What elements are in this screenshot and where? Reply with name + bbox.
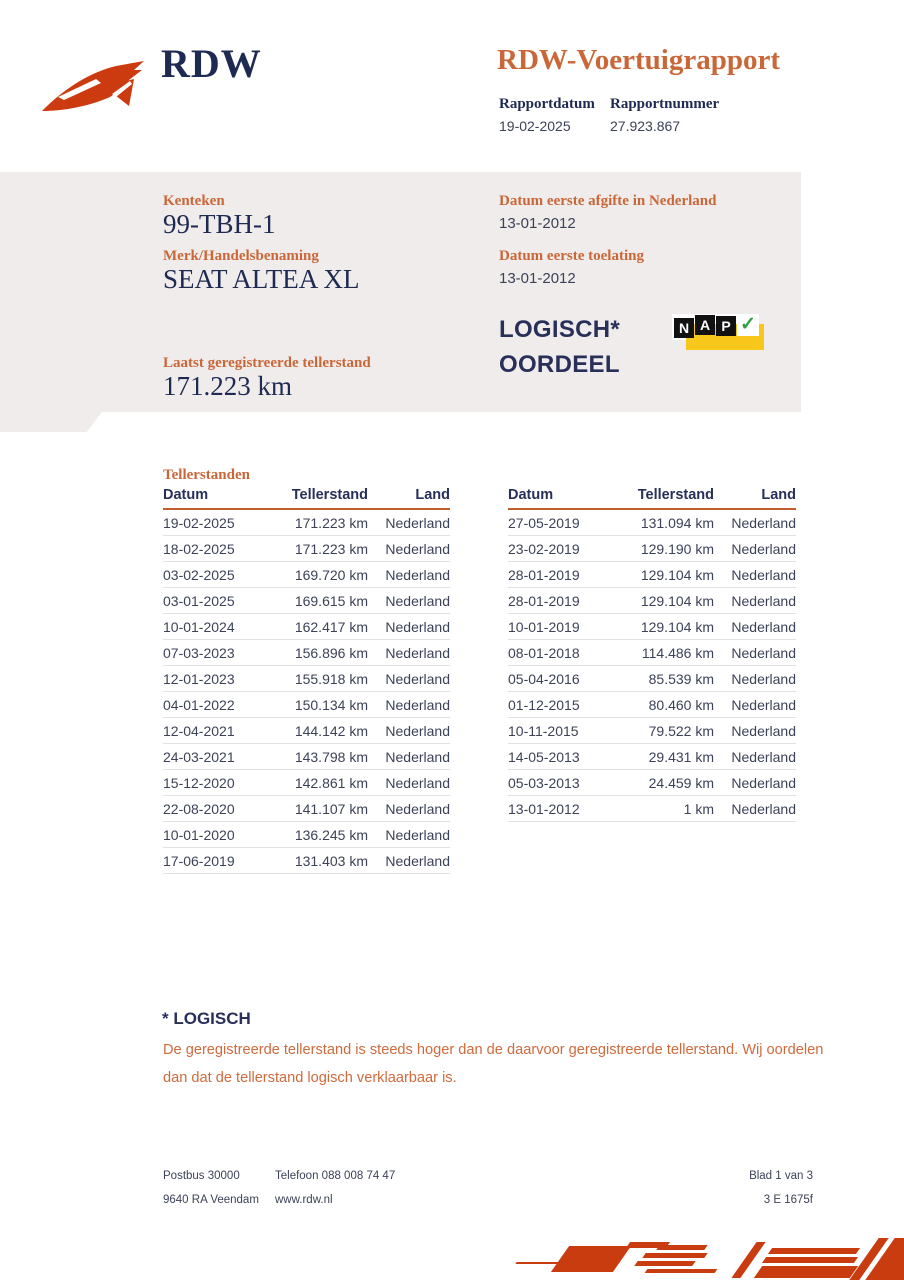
tellerstand-cell: 169.615 km <box>294 593 368 609</box>
datum-cell: 10-01-2019 <box>508 619 580 635</box>
land-cell: Nederland <box>731 619 796 635</box>
afgifte-label: Datum eerste afgifte in Nederland <box>499 193 717 209</box>
logisch-explanation-body: De geregistreerde tellerstand is steeds hoger dan de daarvoor geregistreerde tellerstand. Wij oordelen dan dat de tellerstand logisch verklaarbaar is. <box>163 1042 824 1086</box>
land-cell: Nederland <box>385 775 450 791</box>
land-cell: Nederland <box>385 567 450 583</box>
datum-column-header: Datum <box>508 487 629 509</box>
table-row <box>508 588 796 614</box>
table-row <box>163 509 450 536</box>
tellerstand-cell: 29.431 km <box>648 749 714 765</box>
page-title: RDW-Voertuigrapport <box>497 44 780 76</box>
table-header-row <box>163 487 450 509</box>
datum-cell: 15-12-2020 <box>163 775 235 791</box>
table-row <box>163 770 450 796</box>
table-row <box>163 588 450 614</box>
tellerstand-cell: 114.486 km <box>641 645 714 661</box>
table-row <box>508 640 796 666</box>
table-row <box>163 536 450 562</box>
kenteken-value: 99-TBH-1 <box>163 209 276 239</box>
datum-cell: 05-03-2013 <box>508 775 580 791</box>
datum-column-header: Datum <box>163 487 283 509</box>
nap-letter-n: N <box>674 318 694 338</box>
tellerstand-column-header: Tellerstand <box>629 487 714 509</box>
land-cell: Nederland <box>385 723 450 739</box>
land-cell: Nederland <box>385 827 450 843</box>
tellerstand-cell: 24.459 km <box>648 775 714 791</box>
table-header-row <box>508 487 796 509</box>
tellerstand-cell: 129.190 km <box>640 541 714 557</box>
datum-cell: 10-11-2015 <box>508 723 579 739</box>
tellerstand-cell: 169.720 km <box>294 567 368 583</box>
table-row <box>163 822 450 848</box>
datum-cell: 01-12-2015 <box>508 697 580 713</box>
table-row <box>163 666 450 692</box>
table-row <box>163 640 450 666</box>
datum-cell: 17-06-2019 <box>163 853 235 869</box>
datum-cell: 28-01-2019 <box>508 567 580 583</box>
land-cell: Nederland <box>731 567 796 583</box>
table-row <box>508 614 796 640</box>
table-row <box>163 614 450 640</box>
vehicle-summary-panel <box>0 172 801 412</box>
report-number-value: 27.923.867 <box>610 118 681 134</box>
tellerstand-cell: 156.896 km <box>294 645 368 661</box>
verdict-text <box>499 312 620 382</box>
datum-cell: 05-04-2016 <box>508 671 580 687</box>
table-row <box>163 848 450 874</box>
table-row <box>163 796 450 822</box>
rdw-wing-logo-icon <box>38 50 150 116</box>
datum-cell: 27-05-2019 <box>508 515 580 531</box>
speed-stripes-graphic <box>512 1232 904 1280</box>
nap-checkmark-icon: ✓ <box>737 314 759 336</box>
merk-label: Merk/Handelsbenaming <box>163 248 319 264</box>
table-row <box>508 796 796 822</box>
tellerstand-cell: 155.918 km <box>294 671 368 687</box>
land-cell: Nederland <box>385 593 450 609</box>
datum-cell: 04-01-2022 <box>163 697 235 713</box>
footer-form-code: 3 E 1675f <box>763 1194 813 1206</box>
nap-logo-icon <box>672 312 766 358</box>
tellerstand-cell: 171.223 km <box>294 515 368 531</box>
table-row <box>508 536 796 562</box>
footer-postbus: Postbus 30000 <box>163 1170 240 1182</box>
table-row <box>508 509 796 536</box>
tellerstand-label: Laatst geregistreerde tellerstand <box>163 355 371 371</box>
land-column-header: Land <box>714 487 796 509</box>
verdict-line1: LOGISCH* <box>499 316 621 343</box>
table-row <box>508 718 796 744</box>
land-cell: Nederland <box>385 645 450 661</box>
land-cell: Nederland <box>385 801 450 817</box>
datum-cell: 12-01-2023 <box>163 671 235 687</box>
kenteken-label: Kenteken <box>163 193 225 209</box>
merk-value: SEAT ALTEA XL <box>163 264 360 294</box>
datum-cell: 24-03-2021 <box>163 749 235 765</box>
tellerstand-cell: 171.223 km <box>294 541 368 557</box>
tellerstand-cell: 131.403 km <box>294 853 368 869</box>
datum-cell: 18-02-2025 <box>163 541 235 557</box>
tellerstand-value: 171.223 km <box>163 371 293 401</box>
datum-cell: 03-01-2025 <box>163 593 235 609</box>
nap-letter-p: P <box>716 316 736 336</box>
nap-letter-a: A <box>695 315 715 335</box>
table-row <box>508 770 796 796</box>
land-cell: Nederland <box>731 515 796 531</box>
land-cell: Nederland <box>731 593 796 609</box>
tellerstand-cell: 1 km <box>683 801 714 817</box>
table-row <box>163 744 450 770</box>
datum-cell: 23-02-2019 <box>508 541 580 557</box>
tellerstand-cell: 129.104 km <box>640 593 714 609</box>
panel-corner-swoosh <box>0 412 102 432</box>
land-cell: Nederland <box>385 619 450 635</box>
land-cell: Nederland <box>731 697 796 713</box>
tellerstand-cell: 80.460 km <box>648 697 714 713</box>
tellerstand-cell: 131.094 km <box>640 515 714 531</box>
tellerstand-cell: 79.522 km <box>648 723 714 739</box>
datum-cell: 13-01-2012 <box>508 801 580 817</box>
land-cell: Nederland <box>731 645 796 661</box>
tellerstand-cell: 162.417 km <box>294 619 368 635</box>
tellerstand-cell: 143.798 km <box>294 749 368 765</box>
tellerstand-cell: 129.104 km <box>640 619 714 635</box>
footer-city: 9640 RA Veendam <box>163 1194 259 1206</box>
tellerstand-cell: 136.245 km <box>294 827 368 843</box>
tellerstanden-section-title: Tellerstanden <box>163 467 250 483</box>
land-cell: Nederland <box>731 723 796 739</box>
tellerstand-cell: 144.142 km <box>294 723 368 739</box>
odometer-table-left <box>163 487 450 874</box>
tellerstand-cell: 150.134 km <box>294 697 368 713</box>
report-number-label: Rapportnummer <box>610 96 720 112</box>
land-cell: Nederland <box>385 749 450 765</box>
table-row <box>508 692 796 718</box>
datum-cell: 10-01-2024 <box>163 619 235 635</box>
land-cell: Nederland <box>385 515 450 531</box>
table-row <box>508 562 796 588</box>
datum-cell: 19-02-2025 <box>163 515 235 531</box>
land-cell: Nederland <box>385 853 450 869</box>
tellerstand-cell: 142.861 km <box>294 775 368 791</box>
datum-cell: 22-08-2020 <box>163 801 235 817</box>
land-cell: Nederland <box>385 671 450 687</box>
table-row <box>508 666 796 692</box>
datum-cell: 10-01-2020 <box>163 827 235 843</box>
footer-phone: Telefoon 088 008 74 47 <box>275 1170 396 1182</box>
datum-cell: 07-03-2023 <box>163 645 235 661</box>
tellerstand-cell: 141.107 km <box>294 801 368 817</box>
table-row <box>163 562 450 588</box>
datum-cell: 03-02-2025 <box>163 567 235 583</box>
table-row <box>163 718 450 744</box>
tellerstand-column-header: Tellerstand <box>283 487 368 509</box>
land-cell: Nederland <box>731 541 796 557</box>
toelating-label: Datum eerste toelating <box>499 248 644 264</box>
datum-cell: 28-01-2019 <box>508 593 580 609</box>
datum-cell: 08-01-2018 <box>508 645 580 661</box>
afgifte-value: 13-01-2012 <box>499 215 576 232</box>
table-row <box>163 692 450 718</box>
toelating-value: 13-01-2012 <box>499 270 576 287</box>
land-column-header: Land <box>368 487 450 509</box>
logisch-explanation-title: * LOGISCH <box>162 1009 251 1028</box>
datum-cell: 14-05-2013 <box>508 749 580 765</box>
verdict-line2: OORDEEL <box>499 351 620 378</box>
rdw-logo-text: RDW <box>161 41 262 86</box>
datum-cell: 12-04-2021 <box>163 723 235 739</box>
footer-website: www.rdw.nl <box>275 1194 333 1206</box>
land-cell: Nederland <box>731 775 796 791</box>
table-row <box>508 744 796 770</box>
tellerstand-cell: 85.539 km <box>648 671 714 687</box>
land-cell: Nederland <box>385 541 450 557</box>
footer-page-number: Blad 1 van 3 <box>749 1170 813 1182</box>
tellerstand-cell: 129.104 km <box>640 567 714 583</box>
land-cell: Nederland <box>731 801 796 817</box>
odometer-table-right <box>508 487 796 822</box>
land-cell: Nederland <box>731 749 796 765</box>
land-cell: Nederland <box>385 697 450 713</box>
report-date-value: 19-02-2025 <box>499 118 571 134</box>
land-cell: Nederland <box>731 671 796 687</box>
report-date-label: Rapportdatum <box>499 96 595 112</box>
